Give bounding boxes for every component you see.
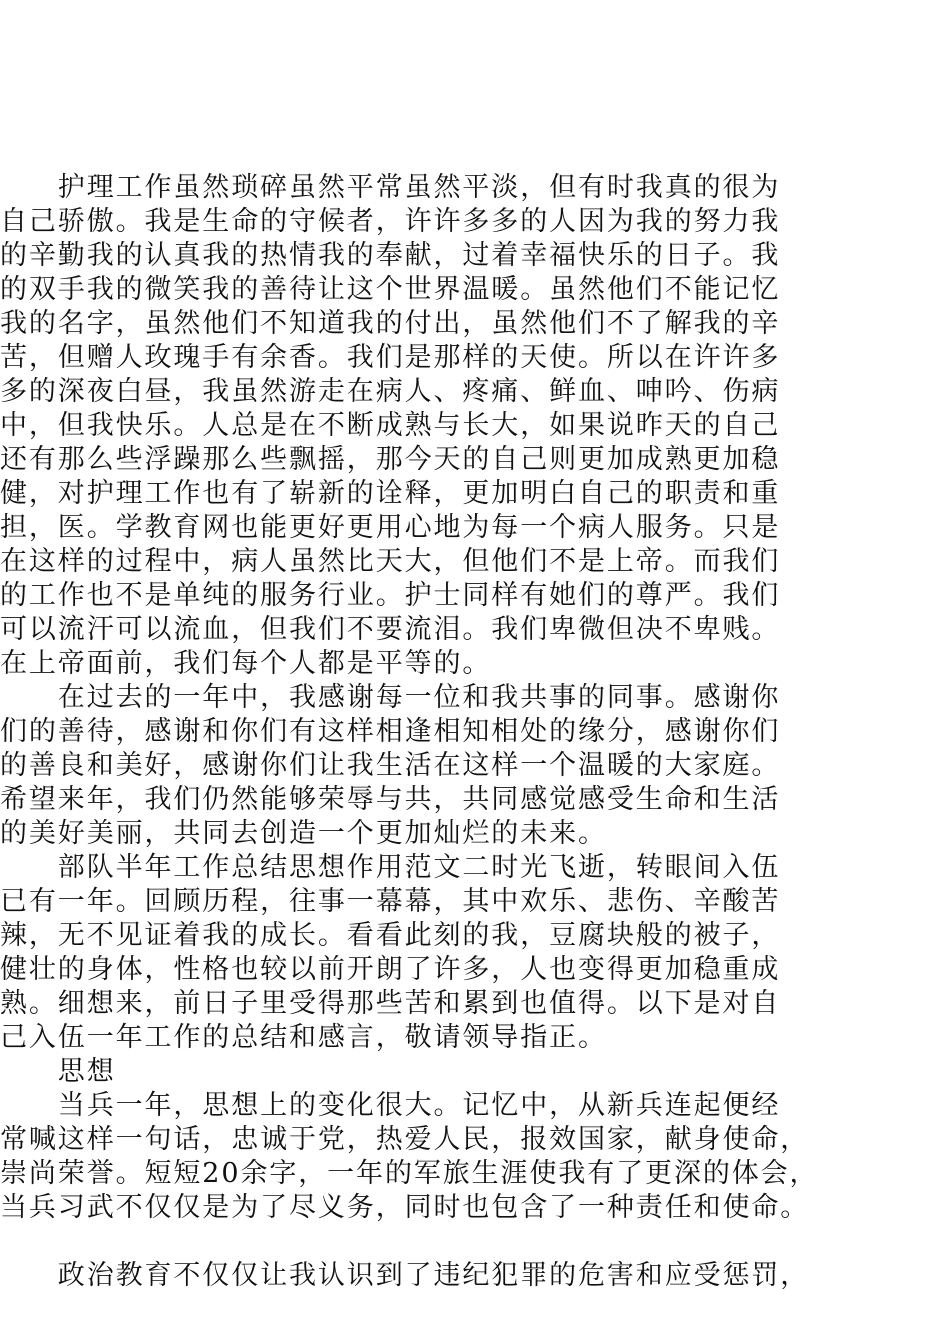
text-line: 的双手我的微笑我的善待让这个世界温暖。虽然他们不能记忆: [0, 274, 781, 305]
text-line: 在上帝面前，我们每个人都是平等的。: [0, 648, 492, 679]
text-line: 当兵一年，思想上的变化很大。记忆中，从新兵连起便经: [0, 1090, 781, 1121]
text-line: 我的名字，虽然他们不知道我的付出，虽然他们不了解我的辛: [0, 308, 781, 339]
text-line: 健，对护理工作也有了崭新的诠释，更加明白自己的职责和重: [0, 478, 781, 509]
text-line: 中，但我快乐。人总是在不断成熟与长大，如果说昨天的自己: [0, 410, 781, 441]
text-line: 崇尚荣誉。短短20余字，一年的军旅生涯使我有了更深的体会，: [0, 1158, 819, 1189]
text-line: 的善良和美好，感谢你们让我生活在这样一个温暖的大家庭。: [0, 750, 781, 781]
text-line: 部队半年工作总结思想作用范文二时光飞逝，转眼间入伍: [0, 852, 781, 883]
text-line: 当兵习武不仅仅是为了尽义务，同时也包含了一种责任和使命。: [0, 1192, 810, 1223]
text-line: 多的深夜白昼，我虽然游走在病人、疼痛、鲜血、呻吟、伤病: [0, 376, 781, 407]
text-line: 健壮的身体，性格也较以前开朗了许多，人也变得更加稳重成: [0, 954, 781, 985]
text-line: 希望来年，我们仍然能够荣辱与共，共同感觉感受生命和生活: [0, 784, 781, 815]
text-line: 在过去的一年中，我感谢每一位和我共事的同事。感谢你: [0, 682, 781, 713]
text-line: 已有一年。回顾历程，往事一幕幕，其中欢乐、悲伤、辛酸苦: [0, 886, 781, 917]
text-line: 的辛勤我的认真我的热情我的奉献，过着幸福快乐的日子。我: [0, 240, 781, 271]
section-heading: 思想: [0, 1056, 116, 1087]
text-line: 苦，但赠人玫瑰手有余香。我们是那样的天使。所以在许许多: [0, 342, 781, 373]
text-line: 可以流汗可以流血，但我们不要流泪。我们卑微但决不卑贱。: [0, 614, 781, 645]
text-line: 在这样的过程中，病人虽然比天大，但他们不是上帝。而我们: [0, 546, 781, 577]
text-line: 政治教育不仅仅让我认识到了违纪犯罪的危害和应受惩罚，: [0, 1260, 810, 1291]
text-line: 护理工作虽然琐碎虽然平常虽然平淡，但有时我真的很为: [0, 172, 781, 203]
text-line: 们的善待，感谢和你们有这样相逢相知相处的缘分，感谢你们: [0, 716, 781, 747]
text-line: 的美好美丽，共同去创造一个更加灿烂的未来。: [0, 818, 607, 849]
text-line: 的工作也不是单纯的服务行业。护士同样有她们的尊严。我们: [0, 580, 781, 611]
text-line: 熟。细想来，前日子里受得那些苦和累到也值得。以下是对自: [0, 988, 781, 1019]
text-line: 还有那么些浮躁那么些飘摇，那今天的自己则更加成熟更加稳: [0, 444, 781, 475]
text-line: 己入伍一年工作的总结和感言，敬请领导指正。: [0, 1022, 607, 1053]
text-line: 自己骄傲。我是生命的守候者，许许多多的人因为我的努力我: [0, 206, 781, 237]
text-line: 担，医。学教育网也能更好更用心地为每一个病人服务。只是: [0, 512, 781, 543]
text-line: 辣，无不见证着我的成长。看看此刻的我，豆腐块般的被子，: [0, 920, 781, 951]
text-line: 常喊这样一句话，忠诚于党，热爱人民，报效国家，献身使命，: [0, 1124, 810, 1155]
